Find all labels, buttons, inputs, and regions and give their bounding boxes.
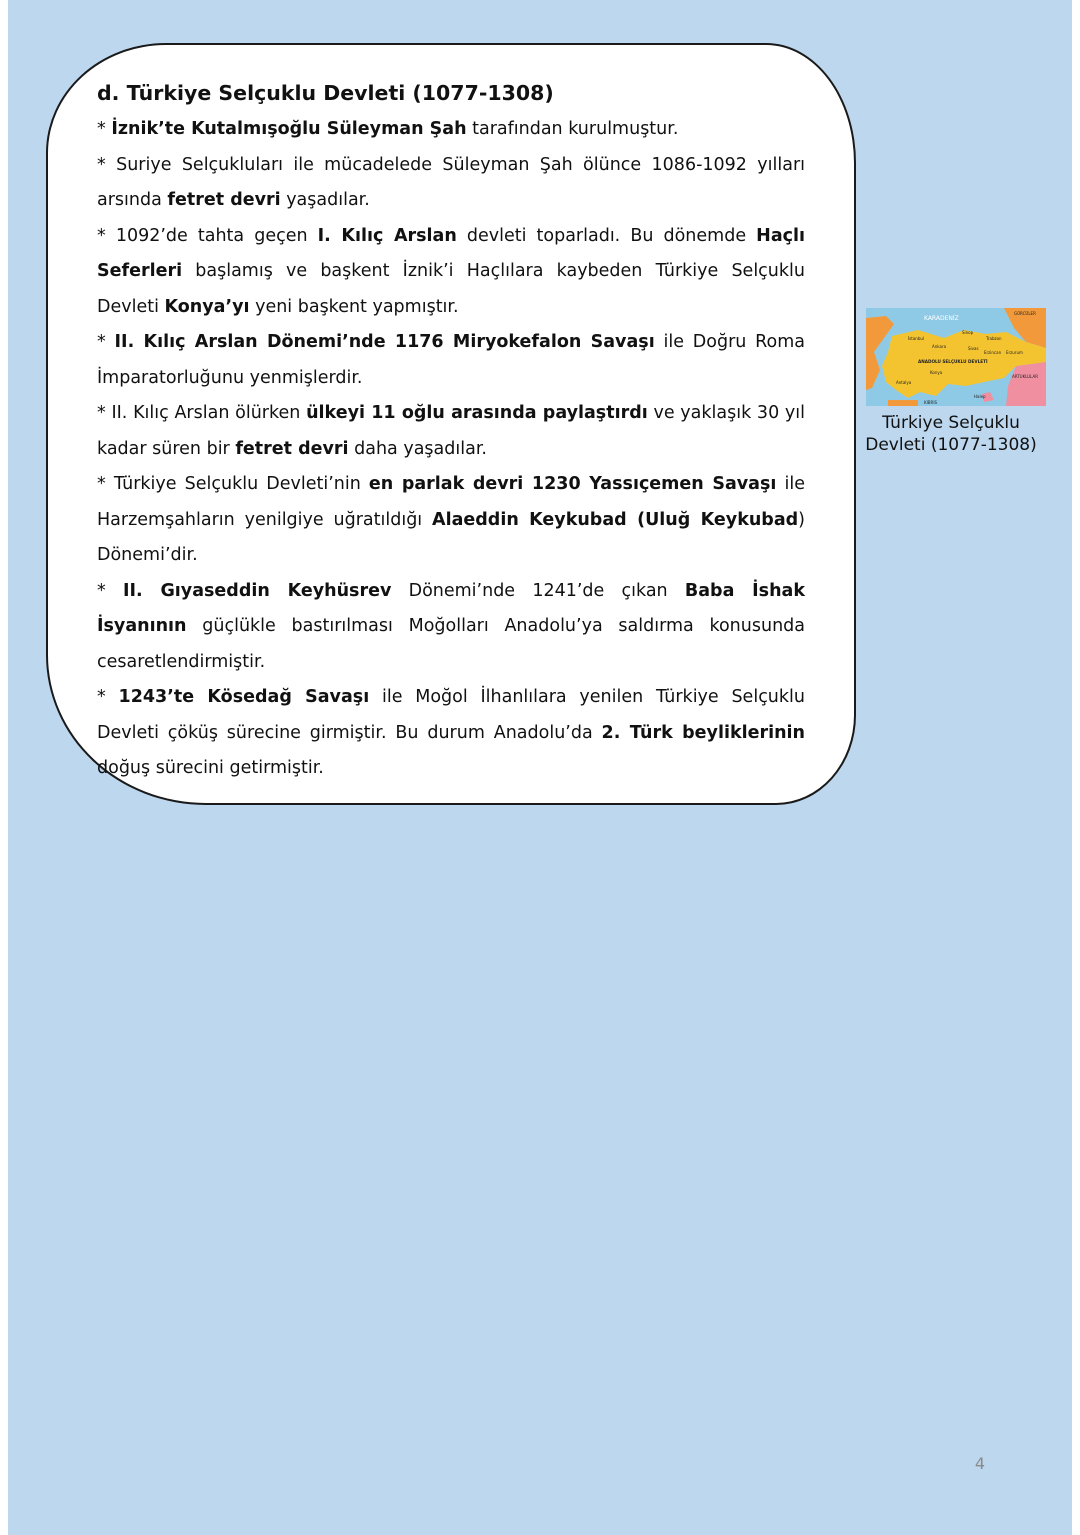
text: Dönemi’nde 1241’de çıkan bbox=[391, 580, 685, 601]
bold-text: fetret devri bbox=[167, 190, 281, 210]
bold-text: 1243’te Kösedağ Savaşı bbox=[118, 687, 370, 707]
bold-text: II. Kılıç Arslan Dönemi’nde 1176 Miryokefalon Savaşı bbox=[114, 332, 655, 352]
bold-text: ülkeyi 11 oğlu arasında paylaştırdı bbox=[306, 403, 648, 423]
seljuk-map-image bbox=[866, 308, 1046, 406]
bold-text: II. Gıyaseddin Keyhüsrev bbox=[123, 580, 392, 601]
paragraph bbox=[97, 148, 805, 219]
text: tarafından kurulmuştur. bbox=[466, 119, 679, 139]
bold-text: İznik’te Kutalmışoğlu Süleyman Şah bbox=[111, 119, 467, 139]
paragraph-list bbox=[97, 112, 805, 787]
map-label: Sinop bbox=[962, 330, 974, 335]
paragraph bbox=[97, 112, 805, 148]
text: başlamış ve başkent İznik’i Haçlılara kaybeden Türkiye Selçuklu Devleti bbox=[97, 261, 805, 317]
text: daha yaşadılar. bbox=[348, 438, 487, 459]
section-content bbox=[97, 76, 805, 787]
map-label: Erzincan bbox=[984, 350, 1002, 355]
map-label: Erzurum bbox=[1006, 350, 1023, 355]
text: ile Moğol İlhanlılara yenilen Türkiye Selçuklu Devleti çöküş sürecine girmiştir. Bu durum Anadolu’da bbox=[97, 687, 805, 743]
text: yeni başkent yapmıştır. bbox=[249, 296, 459, 317]
text: ve yaklaşık 30 yıl kadar süren bir bbox=[97, 403, 805, 459]
text: doğuş sürecini getirmiştir. bbox=[97, 758, 324, 778]
paragraph bbox=[97, 325, 805, 396]
map-label: GÜRCÜLER bbox=[1014, 311, 1036, 316]
text: güçlükle bastırılması Moğolları Anadolu’ya saldırma konusunda cesaretlendirmiştir. bbox=[97, 616, 805, 672]
figure-caption: Türkiye Selçuklu Devleti (1077-1308) bbox=[865, 413, 1037, 455]
map-label: ARTUKLULAR bbox=[1012, 374, 1039, 379]
text: ile Doğru Roma İmparatorluğunu yenmişlerdir. bbox=[97, 332, 805, 388]
map-label: ANADOLU SELÇUKLU DEVLETİ bbox=[918, 359, 988, 364]
text: * Türkiye Selçuklu Devleti’nin bbox=[97, 474, 369, 494]
bold-text: Alaeddin Keykubad (Uluğ Keykubad bbox=[432, 509, 799, 530]
map-label: Antalya bbox=[896, 380, 912, 385]
text: * 1092’de tahta geçen bbox=[97, 225, 318, 246]
section-title: d. Türkiye Selçuklu Devleti (1077-1308) bbox=[97, 81, 554, 105]
map-label: Halep bbox=[974, 394, 986, 399]
map-label: İstanbul bbox=[908, 336, 925, 341]
map-label: Trabzon bbox=[986, 336, 1002, 341]
paragraph bbox=[97, 574, 805, 681]
text: devleti toparladı. Bu dönemde bbox=[456, 225, 757, 246]
paragraph bbox=[97, 680, 805, 787]
text: * bbox=[97, 580, 123, 601]
page-number: 4 bbox=[974, 1454, 986, 1473]
paragraph bbox=[97, 467, 805, 574]
map-label: KIBRIS bbox=[924, 400, 938, 405]
text: ) Dönemi’dir. bbox=[97, 509, 805, 565]
bold-text: Baba İshak İsyanının bbox=[97, 580, 805, 636]
map-label: Konya bbox=[930, 370, 943, 375]
bold-text: en parlak devri 1230 Yassıçemen Savaşı bbox=[368, 474, 777, 494]
bold-text: 2. Türk beyliklerinin bbox=[601, 722, 805, 743]
paragraph bbox=[97, 396, 805, 467]
text: ile Harzemşahların yenilgiye uğratıldığı bbox=[97, 474, 805, 530]
text: * Suriye Selçukluları ile mücadelede Süleyman Şah ölünce 1086-1092 yılları arsında bbox=[97, 154, 805, 210]
text: * bbox=[97, 687, 119, 707]
map-label: Ankara bbox=[932, 344, 947, 349]
text: * II. Kılıç Arslan ölürken bbox=[97, 403, 307, 423]
paragraph bbox=[97, 219, 805, 326]
text: yaşadılar. bbox=[280, 190, 370, 210]
bold-text: fetret devri bbox=[235, 438, 349, 459]
bold-text: I. Kılıç Arslan bbox=[317, 225, 457, 246]
bold-text: Haçlı Seferleri bbox=[97, 225, 805, 281]
text: * bbox=[97, 119, 112, 139]
text: * bbox=[97, 332, 115, 352]
map-label: KARADENİZ bbox=[924, 315, 959, 322]
map-label: Sivas bbox=[968, 346, 979, 351]
bold-text: Konya’yı bbox=[164, 296, 250, 317]
